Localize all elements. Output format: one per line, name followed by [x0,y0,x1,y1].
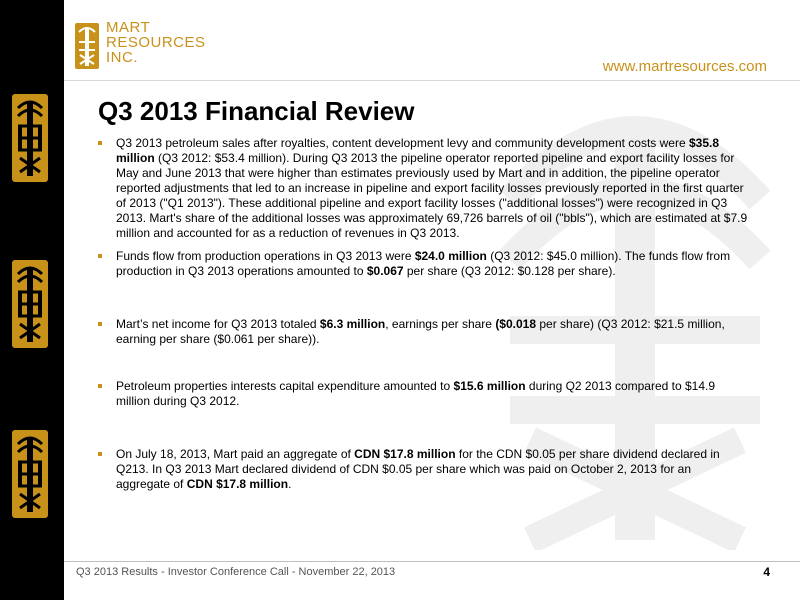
list-item [98,136,748,241]
bullet-text-part: during Q2 2013 compared to $14.9 million during Q3 2012. [116,379,716,408]
bullet-text-bold: $24.0 million [414,249,487,263]
footer-divider [64,561,800,562]
bullet-text-part: per share (Q3 2012: $0.128 per share). [403,264,616,278]
list-item [98,447,748,492]
bullet-text-bold: $15.6 million [453,379,526,393]
page-title: Q3 2013 Financial Review [98,96,415,126]
bullet-marker [98,254,102,258]
bullet-text [116,379,748,409]
mart-emblem-icon [10,428,50,520]
bullet-text-bold: CDN $17.8 million [354,447,456,461]
bullet-text [116,249,748,279]
logo-line-3: INC. [106,49,138,66]
footer-text: Q3 2013 Results - Investor Conference Call - November 22, 2013 [76,566,396,578]
bullet-text [116,317,748,347]
bullet-marker [98,452,102,456]
bullet-text-bold: $6.3 million [319,317,386,331]
mart-logo-icon [74,22,100,70]
company-logo[interactable] [74,18,234,74]
bullet-text [116,447,748,492]
bullet-text-part: , earnings per share [385,317,496,331]
mart-emblem-icon [10,258,50,350]
bullet-text-part: per share) (Q3 2012: $21.5 million, earning per share ($0.061 per share)). [116,317,725,346]
left-decorative-band [0,0,64,600]
website-link[interactable]: www.martresources.com [602,58,767,75]
page-number: 4 [763,565,770,579]
bullet-marker [98,141,102,145]
bullet-marker [98,322,102,326]
list-item [98,379,748,409]
bullet-text-part: (Q3 2012: $53.4 million). During Q3 2013 the pipeline operator reported pipeline and export facility losses for May and June 2013 that were higher than estimates previously used by Mart and in addition, the pipeline operator reported adjustments that led to an increase in pipeline and export facility losses previously reported in the first quarter of 2013 ("Q1 2013"). These additional pipeline and export facility losses ("additional losses") were recognized in Q3 2013. Mart's share of the additional losses was approximately 69,726 barrels of oil ("bbls"), which are estimated at $7.9 million and accounted for as a reduction of revenues in Q3 2013. [116,151,748,240]
bullet-text-part: Funds flow from production operations in Q3 2013 were [116,249,415,263]
bullet-text [116,136,748,241]
bullet-text-part: for the CDN $0.05 per share dividend declared in Q213. In Q3 2013 Mart declared dividend of CDN $0.05 per share which was paid on October 2, 2013 for an aggregate of [116,447,720,491]
bullet-text-bold: CDN $17.8 million [186,477,289,491]
logo-line-2: RESOURCES [106,34,206,51]
bullet-marker [98,384,102,388]
bullet-text-part: Q3 2013 petroleum sales after royalties, content development levy and community development costs were [116,136,689,150]
bullet-text-part: . [288,477,292,491]
list-item [98,249,748,279]
list-item [98,317,748,347]
mart-emblem-icon [10,92,50,184]
bullet-text-part: Mart’s net income for Q3 2013 totaled [116,317,320,331]
bullet-text-bold: ($0.018 [495,317,537,331]
bullet-text-part: Petroleum properties interests capital expenditure amounted to [116,379,454,393]
bullet-text-bold: $35.8 million [116,136,719,165]
logo-line-1: MART [106,19,151,36]
header-divider [64,80,800,81]
bullet-text-part: (Q3 2012: $45.0 million). The funds flow from production in Q3 2013 operations amounted to [116,249,731,278]
bullet-text-part: On July 18, 2013, Mart paid an aggregate of [116,447,355,461]
logo-text [106,20,206,65]
bullet-text-bold: $0.067 [366,264,404,278]
